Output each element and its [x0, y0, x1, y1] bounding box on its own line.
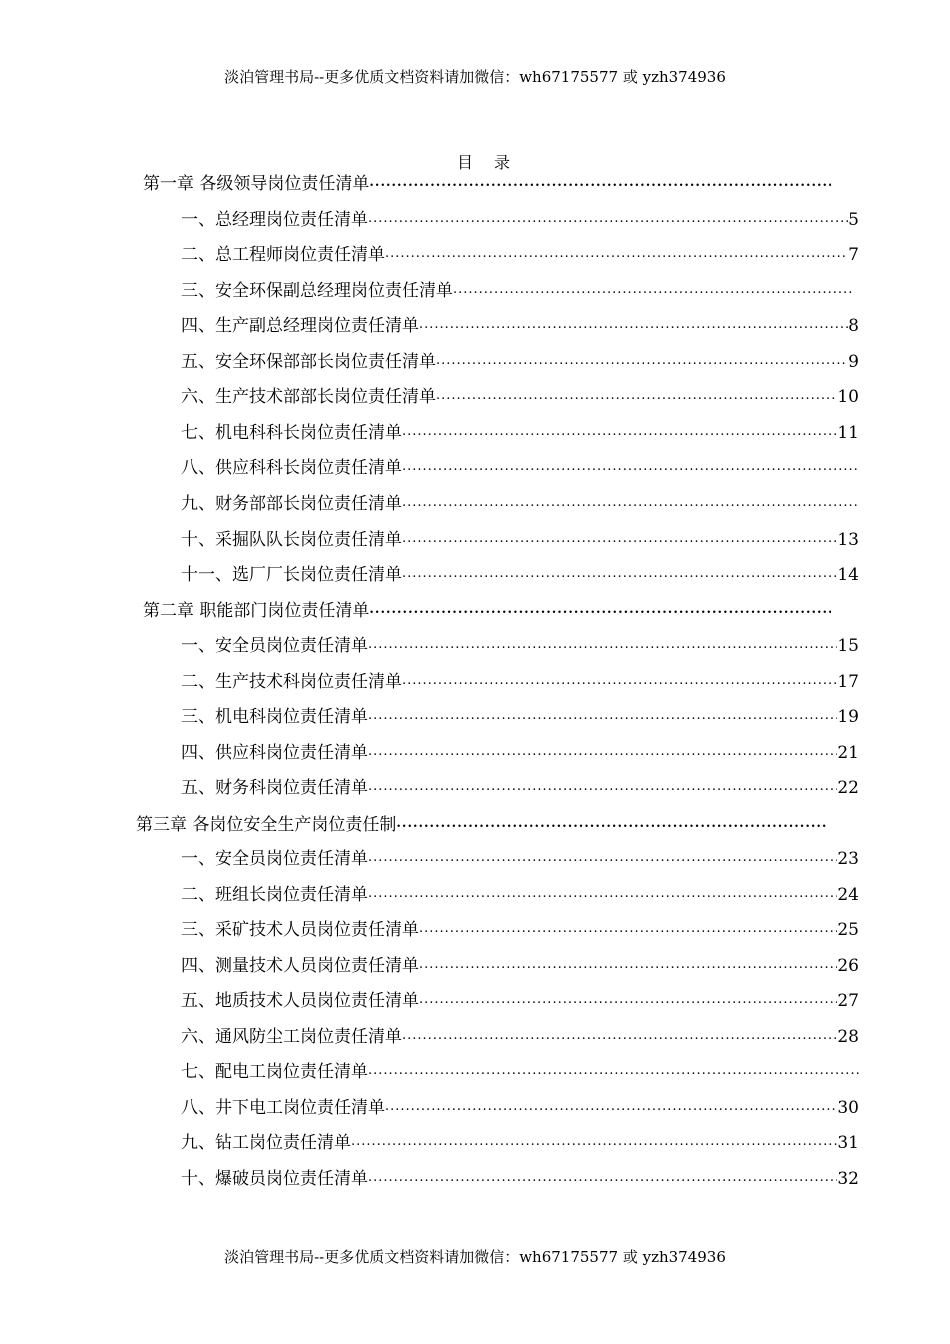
toc-entry-page: 11 — [837, 423, 859, 443]
toc-entry-label: 第二章 职能部门岗位责任清单 — [143, 601, 370, 621]
toc-entry-page: 25 — [837, 920, 859, 940]
toc-entry-page: 7 — [848, 245, 859, 265]
toc-entry-label: 二、班组长岗位责任清单 — [181, 885, 368, 905]
toc-entry-page: 14 — [837, 565, 859, 585]
dot-leader — [368, 1167, 837, 1189]
toc-entry[interactable] — [181, 670, 859, 692]
toc-chapter-1[interactable] — [143, 172, 831, 194]
toc-entry-page: 19 — [837, 707, 859, 727]
toc-entry[interactable] — [181, 634, 859, 656]
toc-entry[interactable] — [181, 918, 859, 940]
toc-entry-label: 一、安全员岗位责任清单 — [181, 636, 368, 656]
toc-entry-label: 四、供应科岗位责任清单 — [181, 743, 368, 763]
toc-entry[interactable] — [181, 1167, 859, 1189]
toc-entry-label: 七、配电工岗位责任清单 — [181, 1062, 368, 1082]
toc-entry-label: 四、测量技术人员岗位责任清单 — [181, 956, 419, 976]
dot-leader — [351, 1131, 837, 1153]
toc-entry[interactable] — [181, 279, 853, 301]
toc-entry-page: 22 — [837, 778, 859, 798]
toc-entry-label: 第一章 各级领导岗位责任清单 — [143, 174, 370, 194]
toc-entry-label: 一、总经理岗位责任清单 — [181, 210, 368, 230]
toc-entry[interactable] — [181, 208, 859, 230]
toc-entry[interactable] — [181, 243, 859, 265]
toc-entry-label: 三、采矿技术人员岗位责任清单 — [181, 920, 419, 940]
toc-entry[interactable] — [181, 314, 859, 336]
toc-entry[interactable] — [181, 954, 859, 976]
toc-entry-page: 21 — [837, 743, 859, 763]
toc-chapter-3[interactable] — [136, 813, 826, 835]
dot-leader — [419, 918, 837, 940]
toc-entry[interactable] — [181, 492, 859, 514]
header-banner: 淡泊管理书局--更多优质文档资料请加微信：wh67175577 或 yzh374936 — [224, 68, 726, 86]
toc-entry-label: 第三章 各岗位安全生产岗位责任制 — [136, 815, 397, 835]
toc-entry-label: 六、通风防尘工岗位责任清单 — [181, 1027, 402, 1047]
toc-entry-label: 二、生产技术科岗位责任清单 — [181, 672, 402, 692]
toc-entry[interactable] — [181, 989, 859, 1011]
dot-leader — [419, 989, 837, 1011]
toc-entry-label: 四、生产副总经理岗位责任清单 — [181, 316, 419, 336]
dot-leader — [419, 954, 837, 976]
dot-leader — [419, 314, 848, 336]
toc-entry-page: 5 — [848, 210, 859, 230]
toc-entry-page: 8 — [848, 316, 859, 336]
toc-entry-label: 十、爆破员岗位责任清单 — [181, 1169, 368, 1189]
dot-leader — [436, 385, 837, 407]
dot-leader — [369, 599, 831, 621]
dot-leader — [402, 528, 837, 550]
toc-entry-label: 五、地质技术人员岗位责任清单 — [181, 991, 419, 1011]
toc-entry-label: 三、机电科岗位责任清单 — [181, 707, 368, 727]
toc-entry-page: 23 — [837, 849, 859, 869]
toc-entry[interactable] — [181, 528, 859, 550]
toc-entry-label: 十、采掘队队长岗位责任清单 — [181, 530, 402, 550]
toc-entry-page: 27 — [837, 991, 859, 1011]
toc-chapter-2[interactable] — [143, 599, 831, 621]
toc-entry-label: 一、安全员岗位责任清单 — [181, 849, 368, 869]
dot-leader — [453, 279, 853, 301]
toc-entry-label: 九、钻工岗位责任清单 — [181, 1133, 351, 1153]
dot-leader — [385, 1096, 837, 1118]
toc-entry[interactable] — [181, 1025, 859, 1047]
dot-leader — [369, 172, 831, 194]
toc-entry[interactable] — [181, 883, 859, 905]
toc-entry-label: 六、生产技术部部长岗位责任清单 — [181, 387, 436, 407]
dot-leader — [368, 1060, 859, 1082]
toc-entry[interactable] — [181, 563, 859, 585]
toc-entry-label: 七、机电科科长岗位责任清单 — [181, 423, 402, 443]
toc-entry-page: 24 — [837, 885, 859, 905]
toc-entry[interactable] — [181, 741, 859, 763]
toc-entry[interactable] — [181, 1060, 859, 1082]
toc-entry-page: 17 — [837, 672, 859, 692]
toc-entry-label: 三、安全环保副总经理岗位责任清单 — [181, 281, 453, 301]
toc-entry[interactable] — [181, 847, 859, 869]
toc-entry[interactable] — [181, 385, 859, 407]
toc-entry-page: 32 — [837, 1169, 859, 1189]
dot-leader — [402, 421, 837, 443]
dot-leader — [368, 634, 837, 656]
dot-leader — [368, 741, 837, 763]
toc-entry[interactable] — [181, 350, 859, 372]
dot-leader — [368, 208, 848, 230]
toc-entry-label: 五、财务科岗位责任清单 — [181, 778, 368, 798]
toc-entry-page: 9 — [848, 352, 859, 372]
toc-entry-page: 30 — [837, 1098, 859, 1118]
dot-leader — [436, 350, 848, 372]
dot-leader — [396, 813, 826, 835]
toc-entry-label: 九、财务部部长岗位责任清单 — [181, 494, 402, 514]
toc-entry-label: 十一、选厂厂长岗位责任清单 — [181, 565, 402, 585]
toc-entry-page: 10 — [837, 387, 859, 407]
footer-banner: 淡泊管理书局--更多优质文档资料请加微信：wh67175577 或 yzh374936 — [224, 1248, 726, 1266]
toc-entry[interactable] — [181, 776, 859, 798]
toc-entry[interactable] — [181, 1096, 859, 1118]
dot-leader — [385, 243, 848, 265]
dot-leader — [402, 492, 859, 514]
toc-entry[interactable] — [181, 1131, 859, 1153]
toc-title: 目 录 — [456, 153, 519, 172]
toc-entry[interactable] — [181, 421, 859, 443]
toc-entry-page: 13 — [837, 530, 859, 550]
toc-entry-label: 八、供应科科长岗位责任清单 — [181, 458, 402, 478]
toc-entry-label: 五、安全环保部部长岗位责任清单 — [181, 352, 436, 372]
dot-leader — [402, 1025, 837, 1047]
toc-entry-page: 15 — [837, 636, 859, 656]
dot-leader — [402, 670, 837, 692]
dot-leader — [402, 456, 859, 478]
toc-entry[interactable] — [181, 705, 859, 727]
toc-entry-label: 八、井下电工岗位责任清单 — [181, 1098, 385, 1118]
dot-leader — [368, 705, 837, 727]
toc-entry-page: 28 — [837, 1027, 859, 1047]
toc-entry-page: 26 — [837, 956, 859, 976]
toc-entry-label: 二、总工程师岗位责任清单 — [181, 245, 385, 265]
dot-leader — [368, 883, 837, 905]
dot-leader — [368, 847, 837, 869]
toc-entry-page: 31 — [837, 1133, 859, 1153]
dot-leader — [368, 776, 837, 798]
toc-entry[interactable] — [181, 456, 859, 478]
dot-leader — [402, 563, 837, 585]
